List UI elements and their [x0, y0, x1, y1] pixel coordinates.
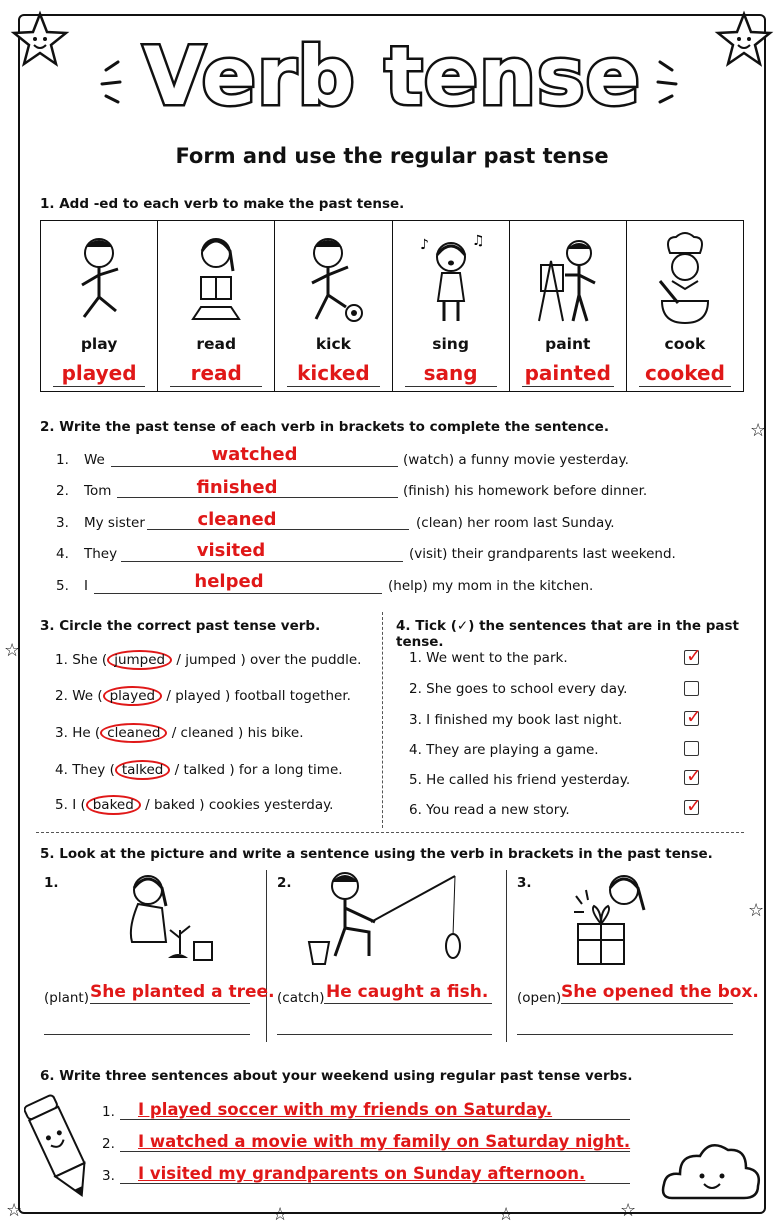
weekend-sentence: I visited my grandparents on Sunday afternoon. [138, 1164, 586, 1183]
circled-answer: played [103, 686, 162, 706]
other-option: talked ) [183, 762, 235, 778]
sentence-number: 3. [56, 515, 69, 531]
item-number: 3. [102, 1168, 115, 1184]
small-star-icon: ☆ [4, 640, 21, 661]
answer-line [561, 1003, 733, 1004]
verb-hint: (catch) [277, 990, 325, 1006]
separator: / [145, 797, 150, 813]
answer-line [90, 1003, 250, 1004]
svg-text:♫: ♫ [471, 233, 485, 249]
answer-line [94, 593, 382, 594]
tick-mark: ✓ [686, 706, 702, 728]
item-end: his bike. [247, 725, 304, 741]
verb-answer: sang [423, 361, 478, 385]
verb-label: read [196, 335, 237, 353]
small-star-icon: ☆ [748, 900, 765, 921]
tick-checkbox[interactable] [684, 741, 699, 756]
answer-line [277, 1034, 492, 1035]
verb-label: play [80, 335, 118, 353]
tick-mark: ✓ [686, 645, 702, 667]
painting-boy-icon [533, 231, 603, 331]
item-end: for a long time. [238, 762, 343, 778]
answer-line [170, 386, 262, 387]
answer-line [111, 466, 398, 467]
answer-line [120, 1183, 630, 1184]
item-start: He ( [72, 725, 101, 741]
circle-item [55, 760, 343, 780]
separator: / [171, 725, 177, 741]
item-start: We ( [72, 688, 103, 704]
item-number: 2. [277, 875, 292, 891]
answer-line [405, 386, 497, 387]
other-option: baked ) [153, 797, 205, 813]
section-divider [382, 612, 383, 828]
answer-line [287, 386, 379, 387]
verb-label: paint [545, 335, 591, 353]
answer-line [324, 1003, 492, 1004]
answer-line [120, 1151, 630, 1152]
weekend-sentence: I played soccer with my friends on Saturday. [138, 1100, 553, 1119]
tick-mark: ✓ [686, 795, 702, 817]
running-boy-icon [64, 231, 134, 331]
item-start: She ( [72, 652, 108, 668]
circled-answer: baked [86, 795, 141, 815]
small-star-icon: ☆ [272, 1204, 289, 1225]
item-number: 3. [55, 725, 68, 741]
sentence-answer: watched [211, 444, 298, 465]
item-end: over the puddle. [250, 652, 362, 668]
tick-item-text: 2. She goes to school every day. [409, 681, 628, 697]
item-end: cookies yesterday. [208, 797, 334, 813]
item-number: 2. [55, 688, 68, 704]
separator: / [174, 762, 180, 778]
chef-boy-icon [650, 231, 720, 331]
tick-checkbox[interactable] [684, 795, 702, 817]
sentence-answer: finished [196, 477, 278, 498]
tick-checkbox[interactable] [684, 681, 699, 696]
verb-cell [275, 221, 392, 391]
tick-item-text: 1. We went to the park. [409, 650, 568, 666]
page-subtitle: Form and use the regular past tense [175, 144, 609, 168]
verb-label: sing [432, 335, 469, 353]
sentence-start: They [84, 546, 118, 562]
tick-item-text: 6. You read a new story. [409, 802, 570, 818]
sentence-start: I [84, 578, 88, 594]
tick-item-text: 4. They are playing a game. [409, 742, 599, 758]
picture-answer: She opened the box. [561, 982, 759, 1002]
sentence-number: 2. [56, 483, 69, 499]
svg-text:♪: ♪ [419, 237, 429, 253]
picture-answer: He caught a fish. [326, 982, 489, 1002]
tick-item-text: 5. He called his friend yesterday. [409, 772, 631, 788]
section4-heading: 4. Tick (✓) the sentences that are in the past tense. [396, 618, 739, 650]
verb-cell [41, 221, 158, 391]
answer-line [120, 1119, 630, 1120]
verb-grid [40, 220, 744, 392]
item-number: 5. [55, 797, 68, 813]
item-number: 2. [102, 1136, 115, 1152]
answer-line [517, 1034, 733, 1035]
sentence-end: (clean) her room last Sunday. [416, 515, 615, 531]
sentence-answer: visited [196, 540, 266, 561]
circled-answer: cleaned [100, 723, 167, 743]
tick-item-text: 3. I finished my book last night. [409, 712, 623, 728]
section6-heading: 6. Write three sentences about your weekend using regular past tense verbs. [40, 1068, 633, 1084]
sentence-start: My sister [84, 515, 145, 531]
sentence-end: (visit) their grandparents last weekend. [409, 546, 676, 562]
small-star-icon: ☆ [498, 1204, 515, 1225]
gift-girl-icon [572, 866, 662, 970]
tick-mark: ✓ [686, 765, 702, 787]
answer-line [522, 386, 614, 387]
other-option: cleaned ) [180, 725, 244, 741]
item-start: They ( [72, 762, 115, 778]
sentence-answer: cleaned [197, 509, 277, 530]
item-number: 1. [44, 875, 59, 891]
circle-item [55, 650, 361, 670]
section3-heading: 3. Circle the correct past tense verb. [40, 618, 321, 634]
soccer-boy-icon [298, 231, 368, 331]
sparkle-lines-icon [96, 58, 126, 118]
sparkle-lines-icon [652, 58, 682, 118]
sentence-answer: helped [194, 571, 264, 592]
verb-hint: (plant) [44, 990, 89, 1006]
answer-line [44, 1034, 250, 1035]
item-start: I ( [72, 797, 86, 813]
fishing-boy-icon [305, 866, 475, 968]
item-number: 1. [102, 1104, 115, 1120]
sentence-number: 4. [56, 546, 69, 562]
smiling-cloud-icon [660, 1134, 764, 1204]
circled-answer: jumped [107, 650, 172, 670]
other-option: played ) [175, 688, 231, 704]
verb-cell [158, 221, 275, 391]
tick-checkbox[interactable] [684, 765, 702, 787]
circle-item [55, 795, 333, 815]
section2-heading: 2. Write the past tense of each verb in brackets to complete the sentence. [40, 419, 609, 435]
sentence-end: (watch) a funny movie yesterday. [403, 452, 629, 468]
section5-heading: 5. Look at the picture and write a sentence using the verb in brackets in the past tense. [40, 846, 713, 862]
sentence-start: Tom [84, 483, 112, 499]
verb-cell [393, 221, 510, 391]
circled-answer: talked [115, 760, 171, 780]
answer-line [53, 386, 145, 387]
singing-girl-icon [416, 231, 486, 331]
picture-answer: She planted a tree. [90, 982, 275, 1002]
other-option: jumped ) [185, 652, 246, 668]
verb-cell [510, 221, 627, 391]
column-divider [506, 870, 507, 1042]
tick-checkbox[interactable] [684, 645, 702, 667]
item-number: 4. [55, 762, 68, 778]
small-star-icon: ☆ [6, 1200, 23, 1221]
reading-girl-icon [181, 231, 251, 331]
planting-girl-icon [108, 868, 218, 968]
tick-checkbox[interactable] [684, 706, 702, 728]
sentence-number: 5. [56, 578, 69, 594]
verb-answer: read [190, 361, 242, 385]
sentence-number: 1. [56, 452, 69, 468]
separator: / [176, 652, 181, 668]
item-end: football together. [234, 688, 351, 704]
circle-item [55, 723, 303, 743]
item-number: 3. [517, 875, 532, 891]
weekend-sentence: I watched a movie with my family on Saturday night. [138, 1132, 631, 1151]
sentence-end: (help) my mom in the kitchen. [388, 578, 594, 594]
section-divider [36, 832, 744, 833]
verb-label: kick [315, 335, 351, 353]
small-star-icon: ☆ [620, 1200, 637, 1221]
small-star-icon: ☆ [750, 420, 767, 441]
circle-item [55, 686, 351, 706]
answer-line [639, 386, 731, 387]
verb-label: cook [664, 335, 706, 353]
pencil-mascot-icon [24, 1084, 94, 1204]
sentence-start: We [84, 452, 105, 468]
verb-hint: (open) [517, 990, 562, 1006]
separator: / [166, 688, 171, 704]
column-divider [266, 870, 267, 1042]
verb-answer: played [61, 361, 137, 385]
sentence-end: (finish) his homework before dinner. [403, 483, 648, 499]
verb-answer: cooked [644, 361, 725, 385]
page-title: Verb tense [143, 30, 641, 123]
section1-heading: 1. Add -ed to each verb to make the past tense. [40, 196, 405, 212]
verb-cell [627, 221, 743, 391]
verb-answer: painted [524, 361, 611, 385]
item-number: 1. [55, 652, 68, 668]
verb-answer: kicked [297, 361, 370, 385]
answer-line [121, 561, 403, 562]
